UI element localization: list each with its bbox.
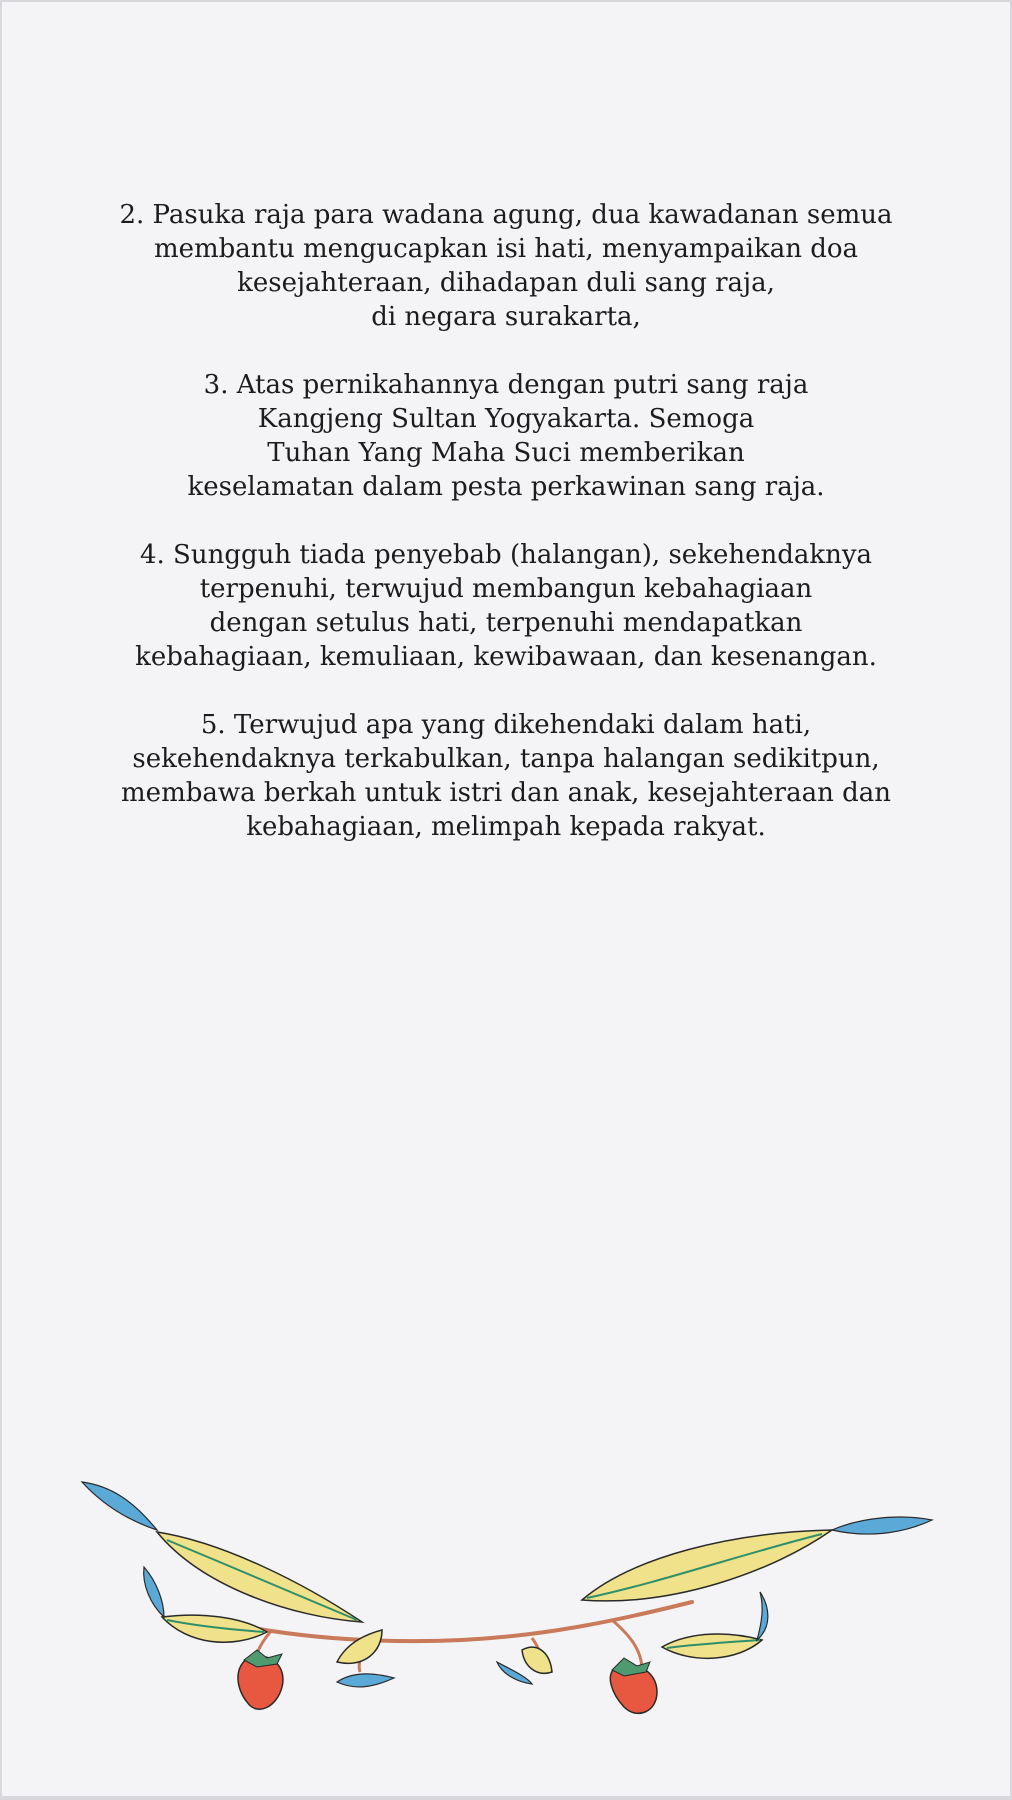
- leaf: [522, 1647, 552, 1673]
- floral-branch-ornament: [72, 1472, 952, 1732]
- verse-line: Kangjeng Sultan Yogyakarta. Semoga: [257, 404, 755, 434]
- verse-line: membawa berkah untuk istri dan anak, kesejahteraan dan: [121, 778, 891, 808]
- verse-line: 2. Pasuka raja para wadana agung, dua kawadanan semua: [119, 200, 893, 230]
- verse-line: dengan setulus hati, terpenuhi mendapatkan: [209, 608, 803, 638]
- verse-line: keselamatan dalam pesta perkawinan sang raja.: [187, 472, 825, 502]
- leaf-tip: [497, 1662, 532, 1684]
- verse-5: [62, 708, 950, 844]
- verse-3: [62, 368, 950, 504]
- verse-line: di negara surakarta,: [371, 302, 641, 332]
- leaf: [162, 1615, 267, 1642]
- verse-line: 5. Terwujud apa yang dikehendaki dalam hati,: [200, 710, 812, 740]
- verse-line: 4. Sungguh tiada penyebab (halangan), sekehendaknya: [139, 540, 873, 570]
- verse-line: kebahagiaan, kemuliaan, kewibawaan, dan kesenangan.: [135, 642, 877, 672]
- leaf-tip: [832, 1517, 932, 1534]
- verse-line: membantu mengucapkan isi hati, menyampaikan doa: [153, 234, 859, 264]
- page-background: [2, 2, 1010, 1796]
- verse-2: [62, 198, 950, 334]
- verse-line: kesejahteraan, dihadapan duli sang raja,: [237, 268, 775, 298]
- leaf-tip: [82, 1482, 157, 1530]
- verse-line: kebahagiaan, melimpah kepada rakyat.: [246, 812, 766, 842]
- verse-4: [62, 538, 950, 674]
- verse-line: Tuhan Yang Maha Suci memberikan: [267, 438, 745, 468]
- verse-line: 3. Atas pernikahannya dengan putri sang raja: [203, 370, 809, 400]
- verse-line: sekehendaknya terkabulkan, tanpa halangan sedikitpun,: [132, 744, 880, 774]
- verse-text-block: [62, 198, 950, 878]
- leaf-vein: [167, 1540, 357, 1620]
- leaf-tip: [757, 1592, 768, 1640]
- leaf: [337, 1630, 382, 1663]
- leaf-tip: [144, 1567, 164, 1617]
- verse-line: terpenuhi, terwujud membangun kebahagiaan: [199, 574, 813, 604]
- leaf-tip: [337, 1674, 394, 1687]
